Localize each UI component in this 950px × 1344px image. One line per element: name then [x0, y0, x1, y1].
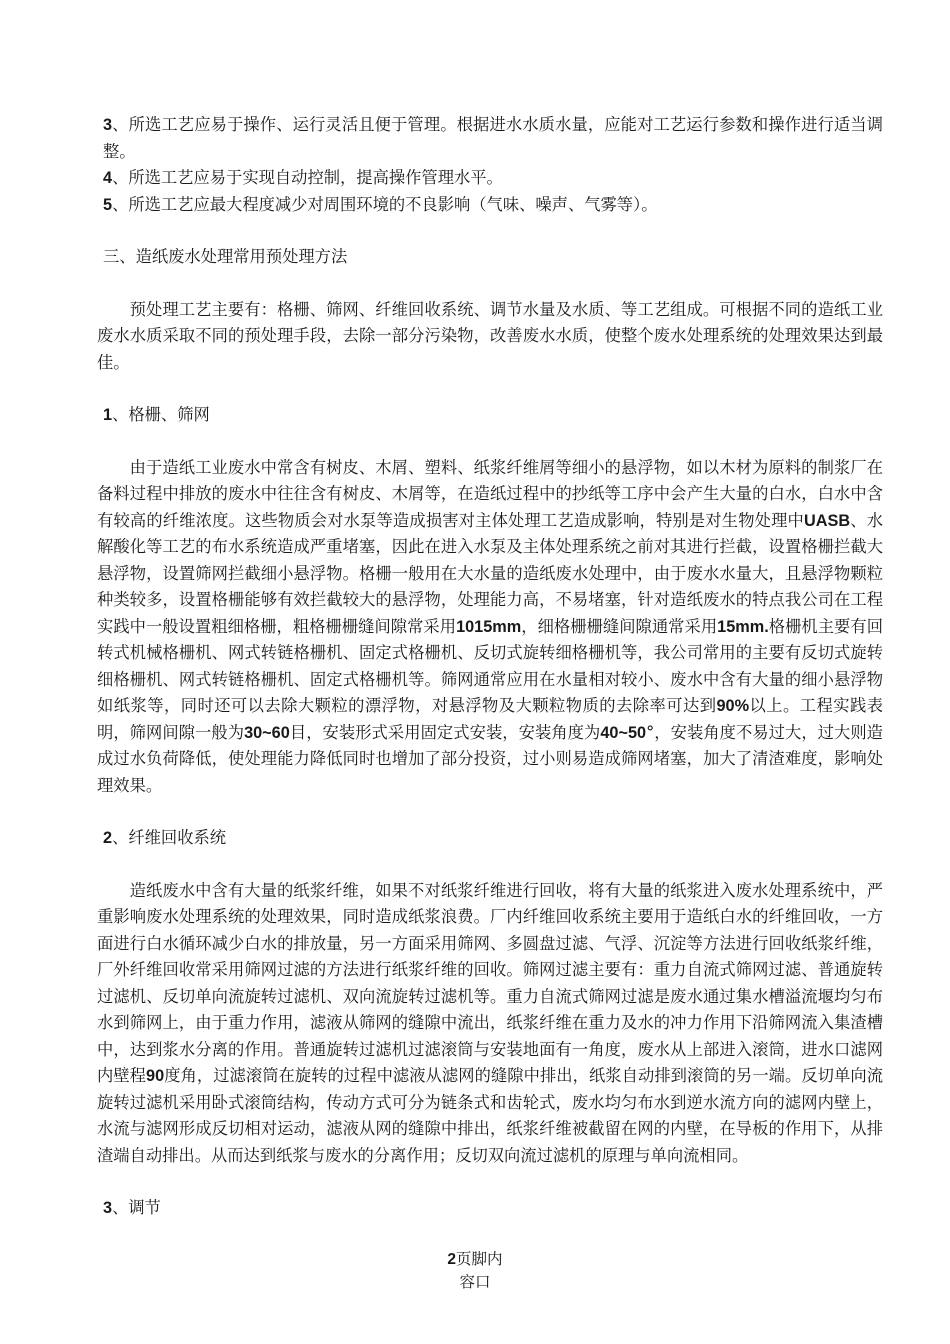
- bold-value: 90%: [716, 697, 750, 715]
- list-item-3: 3、所选工艺应易于操作、运行灵活且便于管理。根据进水水质水量，应能对工艺运行参数和操作进行适当调整。: [103, 115, 883, 161]
- text-segment: 目，安装形式采用固定式安装，安装角度为: [289, 722, 601, 742]
- text-segment: 、水解酸化等工艺的布水系统造成严重堵塞，因此在进入水泵及主体处理系统之前对其进行拦截，设置格栅拦截大悬浮物，设置筛网拦截细小悬浮物。格栅一般用在大水量的造纸废水处理中，由于废水水量大，且悬浮物颗粒种类较多，设置格栅能够有效拦截较大的悬浮物，处理能力高，不易堵塞，针对造纸废水的特点我公司在工程实践中一般设置粗细格栅，粗格栅栅缝间隙常采用: [97, 510, 883, 636]
- text-segment: 由于造纸工业废水中常含有树皮、木屑、塑料、纸浆纤维屑等细小的悬浮物，如以木材为原料的制浆厂在备料过程中排放的废水中往往含有树皮、木屑等，在造纸过程中的抄纸等工序中会产生大量的白水，白水中含有较高的纤维浓度。这些物质会对水泵等造成损害对主体处理工艺造成影响，特别是对生物处理中: [97, 457, 883, 530]
- intro-paragraph: 预处理工艺主要有：格栅、筛网、纤维回收系统、调节水量及水质、等工艺组成。可根据不同的造纸工业废水水质采取不同的预处理手段，去除一部分污染物，改善废水水质，使整个废水处理系统的处理效果达到最佳。: [97, 299, 883, 372]
- subheading-adjustment: 3、调节: [103, 1198, 161, 1217]
- text-segment: 度角，过滤滚筒在旋转的过程中滤液从滤网的缝隙中排出，纸浆自动排到滚筒的另一端。反切单向流旋转过滤机采用卧式滚筒结构，传动方式可分为链条式和齿轮式，废水均匀布水到逆水流方向的滤网内壁上，水流与滤网形成反切相对运动，滤液从网的缝隙中排出，纸浆纤维被截留在网的内壁，在导板的作用下，从排渣端自动排出。从而达到纸浆与废水的分离作用；反切双向流过滤机的原理与单向流相同。: [97, 1066, 883, 1165]
- subheading-fiber-recovery: 2、纤维回收系统: [103, 828, 227, 847]
- page-number: 2: [447, 1251, 457, 1268]
- list-item-4: 4、所选工艺应易于实现自动控制，提高操作管理水平。: [103, 168, 503, 187]
- footer-line-2: 容口: [459, 1273, 491, 1291]
- text-segment: 以上。工程实践表明，筛网间隙一般为: [97, 696, 883, 742]
- text-segment: 造纸废水中含有大量的纸浆纤维，如果不对纸浆纤维进行回收，将有大量的纸浆进入废水处理系统中，严重影响废水处理系统的处理效果，同时造成纸浆浪费。厂内纤维回收系统主要用于造纸白水的纤维回收，一方面进行白水循环减少白水的排放量，另一方面采用筛网、多圆盘过滤、气浮、沉淀等方法进行回收纸浆纤维，厂外纤维回收常采用筛网过滤的方法进行纸浆纤维的回收。筛网过滤主要有：重力自流式筛网过滤、普通旋转过滤机、反切单向流旋转过滤机、双向流旋转过滤机等。重力自流式筛网过滤是废水通过集水槽溢流堰均匀布水到筛网上，由于重力作用，滤液从筛网的缝隙中流出，纸浆纤维在重力及水的冲力作用下沿筛网流入集渣槽中，达到浆水分离的作用。普通旋转过滤机过滤滚筒与安装地面有一角度，废水从上部进入滚筒，进水口滤网内壁程: [97, 880, 883, 1085]
- bold-value: 40~50: [600, 723, 647, 742]
- section-heading: 三、造纸废水处理常用预处理方法: [103, 247, 348, 266]
- bold-value: UASB: [803, 511, 851, 530]
- list-item-5: 5、所选工艺应最大程度减少对周围环境的不良影响（气味、噪声、气雾等）。: [103, 194, 658, 214]
- bold-value: 30~60: [244, 723, 290, 742]
- text-segment: ，细格栅栅缝间隙通常采用: [521, 616, 718, 636]
- bold-value: 90: [146, 1067, 165, 1085]
- page-footer: [0, 1248, 950, 1293]
- footer-line-1: 2页脚内: [447, 1250, 503, 1268]
- document-body: [97, 112, 883, 1222]
- paragraph-fiber-recovery: [97, 878, 883, 1170]
- paragraph-grille-screen: [97, 455, 883, 800]
- text-segment: °，安装角度不易过大，过大则造成过水负荷降低，使处理能力降低同时也增加了部分投资，过小则易造成筛网堵塞，加大了清渣难度，影响处理效果。: [97, 722, 883, 795]
- bold-value: 1015mm: [456, 617, 522, 636]
- subheading-grille-screen: 1、格栅、筛网: [103, 405, 210, 424]
- text-segment: 格栅机主要有回转式机械格栅机、网式转链格栅机、固定式格栅机、反切式旋转细格栅机等，我公司常用的主要有反切式旋转细格栅机、网式转链格栅机、固定式格栅机等。筛网通常应用在水量相对较小、废水中含有大量的细小悬浮物如纸浆等，同时还可以去除大颗粒的漂浮物，对悬浮物及大颗粒物质的去除率可达到: [97, 616, 883, 715]
- bold-value: 15mm.: [717, 617, 769, 636]
